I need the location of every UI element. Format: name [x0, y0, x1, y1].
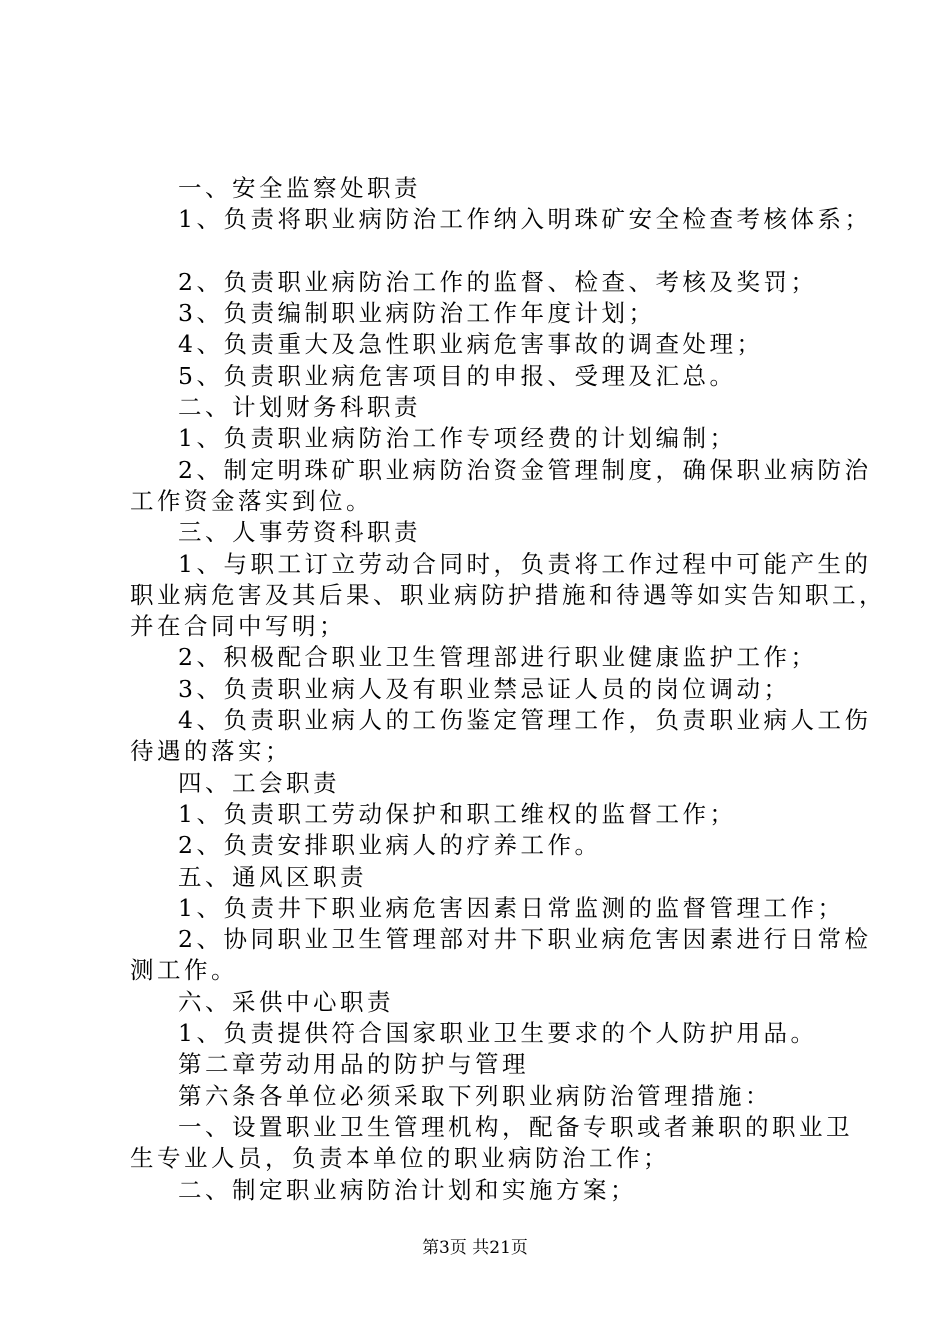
- article-heading: 第六条各单位必须采取下列职业病防治管理措施：: [178, 1081, 772, 1110]
- paragraph-line-continued: 生专业人员，负责本单位的职业病防治工作；: [130, 1144, 670, 1173]
- paragraph-line: 3、负责编制职业病防治工作年度计划；: [178, 299, 656, 328]
- chapter-heading: 第二章劳动用品的防护与管理: [178, 1050, 529, 1079]
- paragraph-line: 2、负责职业病防治工作的监督、检查、考核及奖罚；: [178, 267, 818, 296]
- paragraph-line: 4、负责重大及急性职业病危害事故的调查处理；: [178, 330, 764, 359]
- section-heading-union: 四、工会职责: [178, 768, 340, 797]
- document-body: [130, 173, 886, 1206]
- paragraph-line-continued: 待遇的落实；: [130, 737, 292, 766]
- paragraph-line: 3、负责职业病人及有职业禁忌证人员的岗位调动；: [178, 674, 791, 703]
- paragraph-line-continued: 工作资金落实到位。: [130, 486, 373, 515]
- paragraph-line: 2、负责安排职业病人的疗养工作。: [178, 831, 602, 860]
- paragraph-line: 一、设置职业卫生管理机构，配备专职或者兼职的职业卫: [178, 1112, 853, 1141]
- paragraph-line: 1、负责井下职业病危害因素日常监测的监督管理工作；: [178, 893, 845, 922]
- blank-line: [130, 236, 830, 267]
- paragraph-line: 1、与职工订立劳动合同时，负责将工作过程中可能产生的: [178, 549, 872, 578]
- section-heading-finance: 二、计划财务科职责: [178, 393, 421, 422]
- section-heading-procurement: 六、采供中心职责: [178, 987, 394, 1016]
- section-heading-ventilation: 五、通风区职责: [178, 862, 367, 891]
- paragraph-line: 1、负责将职业病防治工作纳入明珠矿安全检查考核体系；: [178, 205, 872, 234]
- paragraph-line: 二、制定职业病防治计划和实施方案；: [178, 1175, 637, 1204]
- paragraph-line-continued: 测工作。: [130, 956, 238, 985]
- paragraph-line: 1、负责职工劳动保护和职工维权的监督工作；: [178, 799, 737, 828]
- paragraph-line-continued: 并在合同中写明；: [130, 612, 346, 641]
- paragraph-line: 5、负责职业病危害项目的申报、受理及汇总。: [178, 361, 737, 390]
- section-heading-hr: 三、人事劳资科职责: [178, 518, 421, 547]
- paragraph-line: 2、积极配合职业卫生管理部进行职业健康监护工作；: [178, 643, 818, 672]
- paragraph-line: 2、制定明珠矿职业病防治资金管理制度，确保职业病防治: [178, 455, 872, 484]
- paragraph-line: 1、负责提供符合国家职业卫生要求的个人防护用品。: [178, 1019, 818, 1048]
- paragraph-line: 4、负责职业病人的工伤鉴定管理工作，负责职业病人工伤: [178, 706, 872, 735]
- paragraph-line-continued: 职业病危害及其后果、职业病防护措施和待遇等如实告知职工，: [130, 580, 886, 609]
- paragraph-line: 1、负责职业病防治工作专项经费的计划编制；: [178, 424, 737, 453]
- paragraph-line: 2、协同职业卫生管理部对井下职业病危害因素进行日常检: [178, 925, 872, 954]
- page-number-footer: 第3页 共21页: [422, 1238, 528, 1258]
- section-heading-safety: 一、安全监察处职责: [178, 174, 421, 202]
